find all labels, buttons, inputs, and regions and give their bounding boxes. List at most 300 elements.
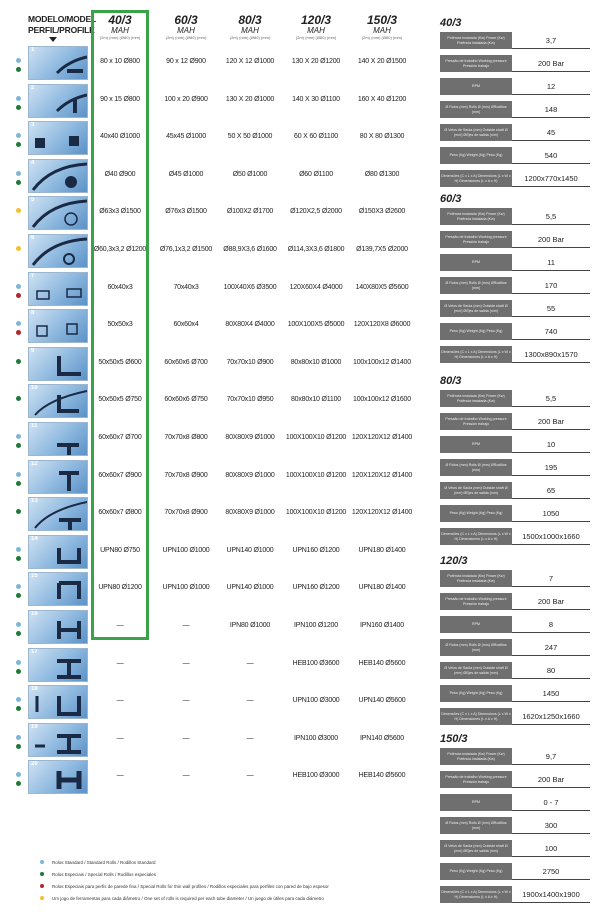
table-cell: 80X80X9 Ø1000: [225, 509, 275, 517]
spec-row: [440, 593, 590, 610]
legend-dot-icon: [16, 208, 21, 213]
spec-row: [440, 32, 590, 49]
spec-label: Ø Rolos (mm) Rolls Ø (mm) ØRodillos (mm): [440, 101, 512, 118]
legend-dot-icon: [16, 171, 21, 176]
spec-value: 200 Bar: [512, 55, 590, 72]
column-sub-label: (2m) (mm) (Ø80) (mm): [165, 35, 207, 40]
legend-dot-icon: [16, 321, 21, 326]
spec-label: Ø Rolos (mm) Rolls Ø (mm) ØRodillos (mm): [440, 277, 512, 294]
profile-shape-icon: [29, 423, 88, 456]
spec-value: 8: [512, 616, 590, 633]
profile-thumbnail: [28, 309, 88, 343]
spec-label: Ø Veios de Saída (mm) Outside shaft Ø (mm) ØEjes de salida (mm): [440, 840, 512, 857]
row-marker-dots: [16, 547, 22, 565]
table-cell: 100X100X10 Ø1200: [285, 471, 347, 479]
legend-dot-icon: [16, 96, 21, 101]
column-unit-label: MAH: [177, 26, 195, 35]
table-cell: 130 X 20 Ø1000: [225, 95, 275, 103]
spec-label: RPM: [440, 794, 512, 811]
profile-thumbnail: [28, 685, 88, 719]
table-cell: UPN100 Ø1000: [162, 584, 210, 592]
row-marker-dots: [16, 284, 22, 302]
table-cell: 160 X 40 Ø1200: [357, 95, 407, 103]
column-header: [354, 14, 410, 41]
spec-label: Potência instalada (Kw) Power (Kw) Potência instalada (Kw): [440, 208, 512, 225]
legend-dot-icon: [16, 669, 21, 674]
table-cell: 60x60x7 Ø900: [98, 471, 142, 479]
table-cell: 50 X 50 Ø1000: [227, 133, 273, 141]
profile-number: 5: [31, 197, 35, 204]
table-cell: —: [182, 697, 190, 705]
spec-row: [440, 208, 590, 225]
spec-label: Ø Veios de Saída (mm) Outside shaft Ø (mm) ØEjes de salida (mm): [440, 662, 512, 679]
profile-shape-icon: [29, 273, 88, 306]
spec-label: Dimensões (C x L x A) Dimensions (L x W x H) Dimensiones (L x A x H): [440, 170, 512, 187]
profile-thumbnail: [28, 723, 88, 757]
legend-dot-icon: [16, 180, 21, 185]
spec-label: Ø Rolos (mm) Rolls Ø (mm) ØRodillos (mm): [440, 459, 512, 476]
table-cell: Ø88,9X3,6 Ø1600: [223, 246, 277, 253]
legend-dot-icon: [16, 509, 21, 514]
spec-row: [440, 771, 590, 788]
profile-thumbnail: [28, 347, 88, 381]
spec-value: 2750: [512, 863, 590, 880]
row-marker-dots: [16, 321, 22, 339]
legend-dot-icon: [40, 896, 44, 900]
column-header: [222, 14, 278, 41]
table-cell: UPN160 Ø1200: [292, 546, 340, 554]
table-cell: 120X120X12 Ø1400: [351, 509, 413, 517]
table-cell: UPN140 Ø1000: [226, 584, 274, 592]
profile-thumbnail: [28, 84, 88, 118]
legend-text: Rolos Standard / Standard Rolls / Rodillos Standard: [52, 859, 156, 865]
spec-label: RPM: [440, 78, 512, 95]
spec-row: [440, 277, 590, 294]
legend-dot-icon: [16, 284, 21, 289]
spec-row: [440, 346, 590, 363]
table-cell: —: [182, 622, 190, 629]
profile-number: 8: [31, 310, 35, 317]
table-cell: 120 X 12 Ø1000: [225, 58, 275, 65]
spec-row: [440, 436, 590, 453]
table-cell: 120X60X4 Ø4000: [289, 283, 343, 291]
table-cell: 80 X 80 Ø1300: [359, 133, 405, 141]
profile-number: 18: [31, 686, 38, 693]
spec-value: 55: [512, 300, 590, 317]
model-header-label: MODELO/MODEL: [28, 14, 96, 24]
profile-shape-icon: [29, 348, 88, 381]
table-cell: HEB100 Ø3000: [292, 772, 340, 780]
table-cell: —: [246, 734, 254, 742]
legend-dot-icon: [16, 556, 21, 561]
profile-number: 16: [31, 611, 38, 617]
table-cell: —: [246, 772, 254, 780]
table-cell: 80X80X9 Ø1000: [225, 434, 275, 441]
spec-section-title: 120/3: [440, 555, 468, 567]
legend-dot-icon: [16, 359, 21, 364]
table-cell: Ø45 Ø1000: [168, 170, 204, 178]
spec-section: [440, 552, 590, 731]
profile-number: 1: [31, 47, 35, 53]
spec-section-title: 80/3: [440, 375, 462, 387]
profile-number: 11: [31, 423, 38, 429]
table-cell: UPN100 Ø3000: [292, 697, 340, 705]
row-marker-dots: [16, 96, 22, 114]
table-cell: —: [116, 659, 124, 667]
table-cell: IPN100 Ø3000: [294, 734, 338, 742]
table-row: [0, 44, 425, 82]
spec-row: [440, 459, 590, 476]
column-model-label: 120/3: [300, 13, 332, 27]
row-marker-dots: [16, 133, 22, 151]
table-row: [0, 721, 425, 759]
profile-shape-icon: [29, 160, 88, 193]
table-cell: —: [182, 734, 190, 742]
legend-dot-icon: [16, 396, 21, 401]
spec-value: 0 - 7: [512, 794, 590, 811]
column-unit-label: MAH: [241, 26, 259, 35]
spec-section: [440, 730, 590, 909]
table-cell: UPN180 Ø1400: [358, 546, 406, 554]
profile-thumbnail: [28, 422, 88, 456]
column-unit-label: MAH: [307, 26, 325, 35]
legend-dot-icon: [16, 735, 21, 740]
profile-shape-icon: [29, 310, 88, 343]
table-cell: Ø50 Ø1000: [232, 170, 268, 178]
table-cell: Ø114,3X3,6 Ø1800: [287, 246, 345, 253]
spec-value: 65: [512, 482, 590, 499]
spec-label: Ø Rolos (mm) Rolls Ø (mm) ØRodillos (mm): [440, 639, 512, 656]
spec-label: Pressão de trabalho Working pressure Pressión trabajo: [440, 771, 512, 788]
column-sub-label: (2m) (mm) (Ø80) (mm): [229, 35, 271, 40]
row-marker-dots: [16, 697, 22, 715]
profile-number: 19: [31, 723, 38, 730]
table-cell: 60x60x6 Ø750: [164, 396, 208, 404]
spec-row: [440, 323, 590, 340]
column-model-label: 150/3: [366, 13, 398, 27]
spec-row: [440, 413, 590, 430]
spec-row: [440, 570, 590, 587]
spec-value: 10: [512, 436, 590, 453]
legend-dot-icon: [16, 142, 21, 147]
column-unit-label: MAH: [111, 26, 129, 35]
table-cell: IPN80 Ø1000: [229, 622, 271, 629]
legend-dot-icon: [16, 706, 21, 711]
spec-section: [440, 14, 590, 193]
legend-item: [40, 892, 440, 904]
profile-header-label: PERFIL/PROFILE: [28, 25, 95, 35]
spec-label: Pressão de trabalho Working pressure Pressión trabajo: [440, 55, 512, 72]
spec-label: Dimensões (C x L x A) Dimensions (L x W x H) Dimensiones (L x A x H): [440, 528, 512, 545]
column-header: [158, 14, 214, 41]
table-cell: UPN80 Ø1200: [98, 584, 142, 592]
legend-dot-icon: [16, 781, 21, 786]
table-cell: 130 X 20 Ø1200: [291, 58, 341, 65]
legend-dot-icon: [16, 105, 21, 110]
table-cell: 60 X 60 Ø1100: [294, 133, 338, 141]
spec-value: 148: [512, 101, 590, 118]
spec-label: Ø Rolos (mm) Rolls Ø (mm) ØRodillos (mm): [440, 817, 512, 834]
spec-label: Peso (Kg) Weight (Kg) Peso (Kg): [440, 863, 512, 880]
spec-row: [440, 505, 590, 522]
spec-section: [440, 190, 590, 369]
table-cell: Ø63x3 Ø1500: [99, 208, 141, 216]
spec-section-title: 150/3: [440, 733, 468, 745]
spec-label: Peso (Kg) Weight (Kg) Peso (Kg): [440, 505, 512, 522]
table-row: [0, 683, 425, 721]
profile-thumbnail: [28, 159, 88, 193]
profile-thumbnail: [28, 196, 88, 230]
table-cell: 140 X 20 Ø1500: [357, 58, 407, 65]
spec-value: 300: [512, 817, 590, 834]
spec-row: [440, 639, 590, 656]
table-cell: HEB140 Ø5600: [358, 659, 406, 667]
row-marker-dots: [16, 359, 22, 368]
row-marker-dots: [16, 246, 22, 255]
table-cell: 50x50x5 Ø750: [98, 396, 142, 404]
table-row: [0, 458, 425, 496]
profile-number: 15: [31, 573, 38, 580]
spec-row: [440, 124, 590, 141]
spec-label: Pressão de trabalho Working pressure Pressión trabajo: [440, 231, 512, 248]
spec-label: Peso (Kg) Weight (Kg) Peso (Kg): [440, 323, 512, 340]
legend-dot-icon: [16, 67, 21, 72]
table-cell: 100x100x12 Ø1400: [353, 358, 411, 366]
spec-section-title: 40/3: [440, 17, 462, 29]
table-cell: Ø150X3 Ø2600: [358, 208, 406, 216]
spec-label: RPM: [440, 436, 512, 453]
table-row: [0, 758, 425, 796]
table-cell: 100X100X10 Ø1200: [285, 509, 347, 517]
spec-value: 540: [512, 147, 590, 164]
legend-dot-icon: [16, 772, 21, 777]
legend-text: Rolos Especiais para perfis de parede fina / Special Rolls for thin wall profiles / Rodillos especiales para perfiles con pared de bajo espesor: [52, 883, 329, 889]
table-row: [0, 119, 425, 157]
column-model-label: 80/3: [238, 13, 262, 27]
legend-dot-icon: [16, 472, 21, 477]
table-cell: UPN180 Ø1400: [358, 584, 406, 592]
spec-value: 100: [512, 840, 590, 857]
spec-section: [440, 372, 590, 551]
table-cell: Ø120X2,5 Ø2000: [290, 208, 342, 216]
table-row: [0, 270, 425, 308]
spec-row: [440, 254, 590, 271]
table-cell: UPN140 Ø1000: [226, 546, 274, 554]
legend-dot-icon: [16, 593, 21, 598]
table-cell: —: [182, 772, 190, 780]
legend-dot-icon: [16, 744, 21, 749]
table-cell: —: [116, 697, 124, 705]
profile-number: 3: [31, 122, 35, 129]
row-marker-dots: [16, 171, 22, 189]
table-cell: 90 x 15 Ø800: [100, 95, 140, 103]
legend: [40, 856, 440, 904]
spec-row: [440, 840, 590, 857]
spec-row: [440, 662, 590, 679]
column-sub-label: (2m) (mm) (Ø80) (mm): [361, 35, 403, 40]
profile-shape-icon: [29, 122, 88, 155]
spec-value: 9,7: [512, 748, 590, 765]
legend-dot-icon: [16, 481, 21, 486]
spec-value: 1300x890x1570: [512, 346, 590, 363]
table-row: [0, 82, 425, 120]
spec-label: Ø Veios de Saída (mm) Outside shaft Ø (mm) ØEjes de salida (mm): [440, 124, 512, 141]
table-cell: —: [116, 734, 124, 742]
table-cell: Ø100X2 Ø1700: [226, 208, 274, 216]
legend-dot-icon: [16, 330, 21, 335]
spec-value: 200 Bar: [512, 771, 590, 788]
spec-row: [440, 55, 590, 72]
spec-row: [440, 482, 590, 499]
spec-label: Pressão de trabalho Working pressure Pressión trabajo: [440, 413, 512, 430]
profile-thumbnail: [28, 572, 88, 606]
legend-dot-icon: [16, 293, 21, 298]
spec-row: [440, 616, 590, 633]
spec-label: Potência instalada (Kw) Power (Kw) Potência instalada (Kw): [440, 390, 512, 407]
table-cell: 70x70x8 Ø900: [164, 471, 208, 479]
table-row: [0, 608, 425, 646]
row-marker-dots: [16, 396, 22, 405]
profile-thumbnail: [28, 535, 88, 569]
table-cell: UPN160 Ø1200: [292, 584, 340, 592]
table-cell: 80x80x10 Ø1100: [290, 396, 341, 404]
profile-thumbnail: [28, 610, 88, 644]
profile-number: 4: [31, 159, 35, 166]
spec-row: [440, 708, 590, 725]
spec-value: 200 Bar: [512, 231, 590, 248]
column-header: [288, 14, 344, 41]
table-cell: IPN160 Ø1400: [360, 622, 404, 629]
table-cell: 70x70x8 Ø800: [164, 434, 208, 441]
table-cell: 60x40x3: [107, 283, 133, 291]
legend-text: Rolos Especiais / Special Rolls / Rodillos especiales: [52, 871, 157, 877]
table-cell: 60x60x6 Ø700: [164, 358, 208, 366]
column-model-label: 40/3: [108, 13, 132, 27]
spec-label: RPM: [440, 616, 512, 633]
legend-dot-icon: [16, 584, 21, 589]
column-unit-label: MAH: [373, 26, 391, 35]
table-row: [0, 382, 425, 420]
spec-value: 7: [512, 570, 590, 587]
legend-dot-icon: [16, 434, 21, 439]
table-cell: 60x60x7 Ø700: [98, 434, 142, 441]
spec-value: 5,5: [512, 208, 590, 225]
spec-row: [440, 231, 590, 248]
table-row: [0, 307, 425, 345]
table-cell: 100 x 20 Ø900: [164, 95, 208, 103]
spec-value: 80: [512, 662, 590, 679]
legend-dot-icon: [16, 443, 21, 448]
row-marker-dots: [16, 735, 22, 753]
legend-dot-icon: [40, 872, 44, 876]
spec-row: [440, 794, 590, 811]
table-cell: 140 X 30 Ø1100: [292, 95, 340, 103]
spec-value: 11: [512, 254, 590, 271]
legend-item: [40, 868, 440, 880]
spec-row: [440, 817, 590, 834]
profile-thumbnail: [28, 46, 88, 80]
spec-value: 1500x1000x1660: [512, 528, 590, 545]
row-marker-dots: [16, 660, 22, 678]
profile-thumbnail: [28, 384, 88, 418]
profile-number: 14: [31, 535, 38, 542]
legend-dot-icon: [16, 133, 21, 138]
table-cell: 70x40x3: [173, 283, 199, 291]
profile-thumbnail: [28, 272, 88, 306]
table-cell: 45x45 Ø1000: [166, 133, 206, 141]
row-marker-dots: [16, 208, 22, 217]
row-marker-dots: [16, 472, 22, 490]
spec-value: 1200x770x1450: [512, 170, 590, 187]
spec-label: Peso (Kg) Weight (Kg) Peso (Kg): [440, 685, 512, 702]
spec-row: [440, 170, 590, 187]
legend-dot-icon: [40, 860, 44, 864]
table-row: [0, 420, 425, 458]
table-cell: 120X120X8 Ø6000: [353, 321, 411, 329]
spec-row: [440, 863, 590, 880]
profile-number: 17: [31, 648, 38, 655]
table-cell: 100X100X10 Ø1200: [285, 434, 347, 441]
legend-item: [40, 880, 440, 892]
table-cell: Ø76x3 Ø1500: [165, 208, 207, 216]
spec-value: 200 Bar: [512, 593, 590, 610]
table-cell: 70x70x10 Ø900: [226, 358, 274, 366]
table-cell: —: [116, 622, 124, 629]
spec-value: 1050: [512, 505, 590, 522]
row-marker-dots: [16, 584, 22, 602]
table-cell: 70x70x10 Ø950: [226, 396, 274, 404]
table-cell: HEB100 Ø3600: [292, 659, 340, 667]
spec-row: [440, 886, 590, 903]
row-marker-dots: [16, 622, 22, 640]
column-sub-label: (2m) (mm) (Ø80) (mm): [295, 35, 337, 40]
legend-dot-icon: [16, 622, 21, 627]
table-cell: UPN80 Ø750: [100, 546, 140, 554]
table-row: [0, 345, 425, 383]
profile-thumbnail: [28, 497, 88, 531]
table-cell: IPN100 Ø1200: [294, 622, 338, 629]
arrow-down-icon: [49, 37, 57, 42]
profile-number: 10: [31, 385, 38, 392]
table-cell: 60x60x4: [173, 321, 199, 329]
row-marker-dots: [16, 434, 22, 452]
table-row: [0, 646, 425, 684]
profile-thumbnail: [28, 121, 88, 155]
spec-label: Dimensões (C x L x A) Dimensions (L x W x H) Dimensiones (L x A x H): [440, 708, 512, 725]
profile-thumbnail: [28, 460, 88, 494]
table-cell: 80x80x10 Ø1000: [290, 358, 342, 366]
legend-dot-icon: [16, 697, 21, 702]
table-cell: HEB140 Ø5600: [358, 772, 406, 780]
spec-value: 195: [512, 459, 590, 476]
legend-dot-icon: [16, 58, 21, 63]
spec-row: [440, 101, 590, 118]
profile-shape-icon: [29, 197, 88, 230]
table-cell: —: [246, 659, 254, 667]
table-row: [0, 194, 425, 232]
row-marker-dots: [16, 772, 22, 790]
table-cell: 50x50x3: [107, 321, 133, 329]
spec-value: 1450: [512, 685, 590, 702]
table-cell: 140X80X5 Ø5600: [355, 283, 409, 291]
spec-label: Pressão de trabalho Working pressure Pressión trabajo: [440, 593, 512, 610]
table-cell: 100X40X6 Ø3500: [223, 283, 277, 291]
table-cell: 80X80X4 Ø4000: [225, 321, 275, 329]
spec-label: Peso (Kg) Weight (Kg) Peso (Kg): [440, 147, 512, 164]
spec-label: RPM: [440, 254, 512, 271]
table-row: [0, 495, 425, 533]
table-cell: Ø80 Ø1300: [364, 170, 400, 178]
